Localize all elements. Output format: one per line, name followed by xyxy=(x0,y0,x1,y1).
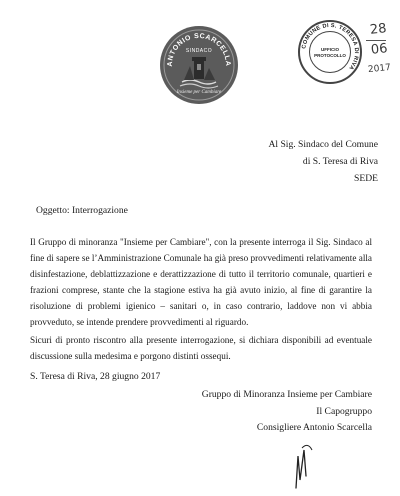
handwritten-month: 06 xyxy=(370,41,389,58)
place-date: S. Teresa di Riva, 28 giugno 2017 xyxy=(30,371,161,382)
party-logo xyxy=(160,26,238,104)
signature-group: Gruppo di Minoranza Insieme per Cambiare xyxy=(201,389,372,400)
handwritten-day: 28 xyxy=(369,21,388,38)
stamp-center-text xyxy=(309,47,351,59)
logo-motto: Insieme per Cambiare xyxy=(176,90,222,95)
body-paragraph-1: Il Gruppo di minoranza "Insieme per Cambiare", con la presente interroga il Sig. Sindaco al fine di sapere se l’Amministrazione Comunale ha già preso provvedimenti relativamente alla disinfestazione, deblattizzazione e derattizzazione di tutto il territorio comunale, quartieri e frazioni comprese, stante che la stagione estiva ha già avuto inizio, al fine di garantire la risoluzione di problemi igienico – sanitari o, in caso contrario, laddove non vi abbia provveduto, se intende prendere provvedimenti al riguardo. xyxy=(30,237,372,327)
signature-name: Consigliere Antonio Scarcella xyxy=(256,422,372,433)
address-line-2: di S. Teresa di Riva xyxy=(302,156,378,167)
stamp-ring-text: COMUNE DI S. TERESA DI RIVA xyxy=(301,22,360,71)
subject-line: Oggetto: Interrogazione xyxy=(36,205,128,216)
address-line-3: SEDE xyxy=(354,173,378,184)
body-paragraph-2: Sicuri di pronto riscontro alla presente interrogazione, si dichiara disponibili ad eventuale discussione sulla medesima e porgono distinti ossequi. xyxy=(30,335,372,361)
handwritten-signature xyxy=(282,436,342,492)
protocol-stamp xyxy=(298,20,362,84)
logo-subtitle: SINDACO xyxy=(185,48,213,54)
handwritten-year: 2017 xyxy=(367,62,392,76)
stamp-center-line2: PROTOCOLLO xyxy=(314,53,346,58)
stamp-center-line1: UFFICIO xyxy=(321,47,339,52)
logo-arc-text: ANTONIO SCARCELLA xyxy=(166,32,232,67)
signature-role: Il Capogruppo xyxy=(316,406,372,417)
address-line-1: Al Sig. Sindaco del Comune xyxy=(268,139,378,150)
